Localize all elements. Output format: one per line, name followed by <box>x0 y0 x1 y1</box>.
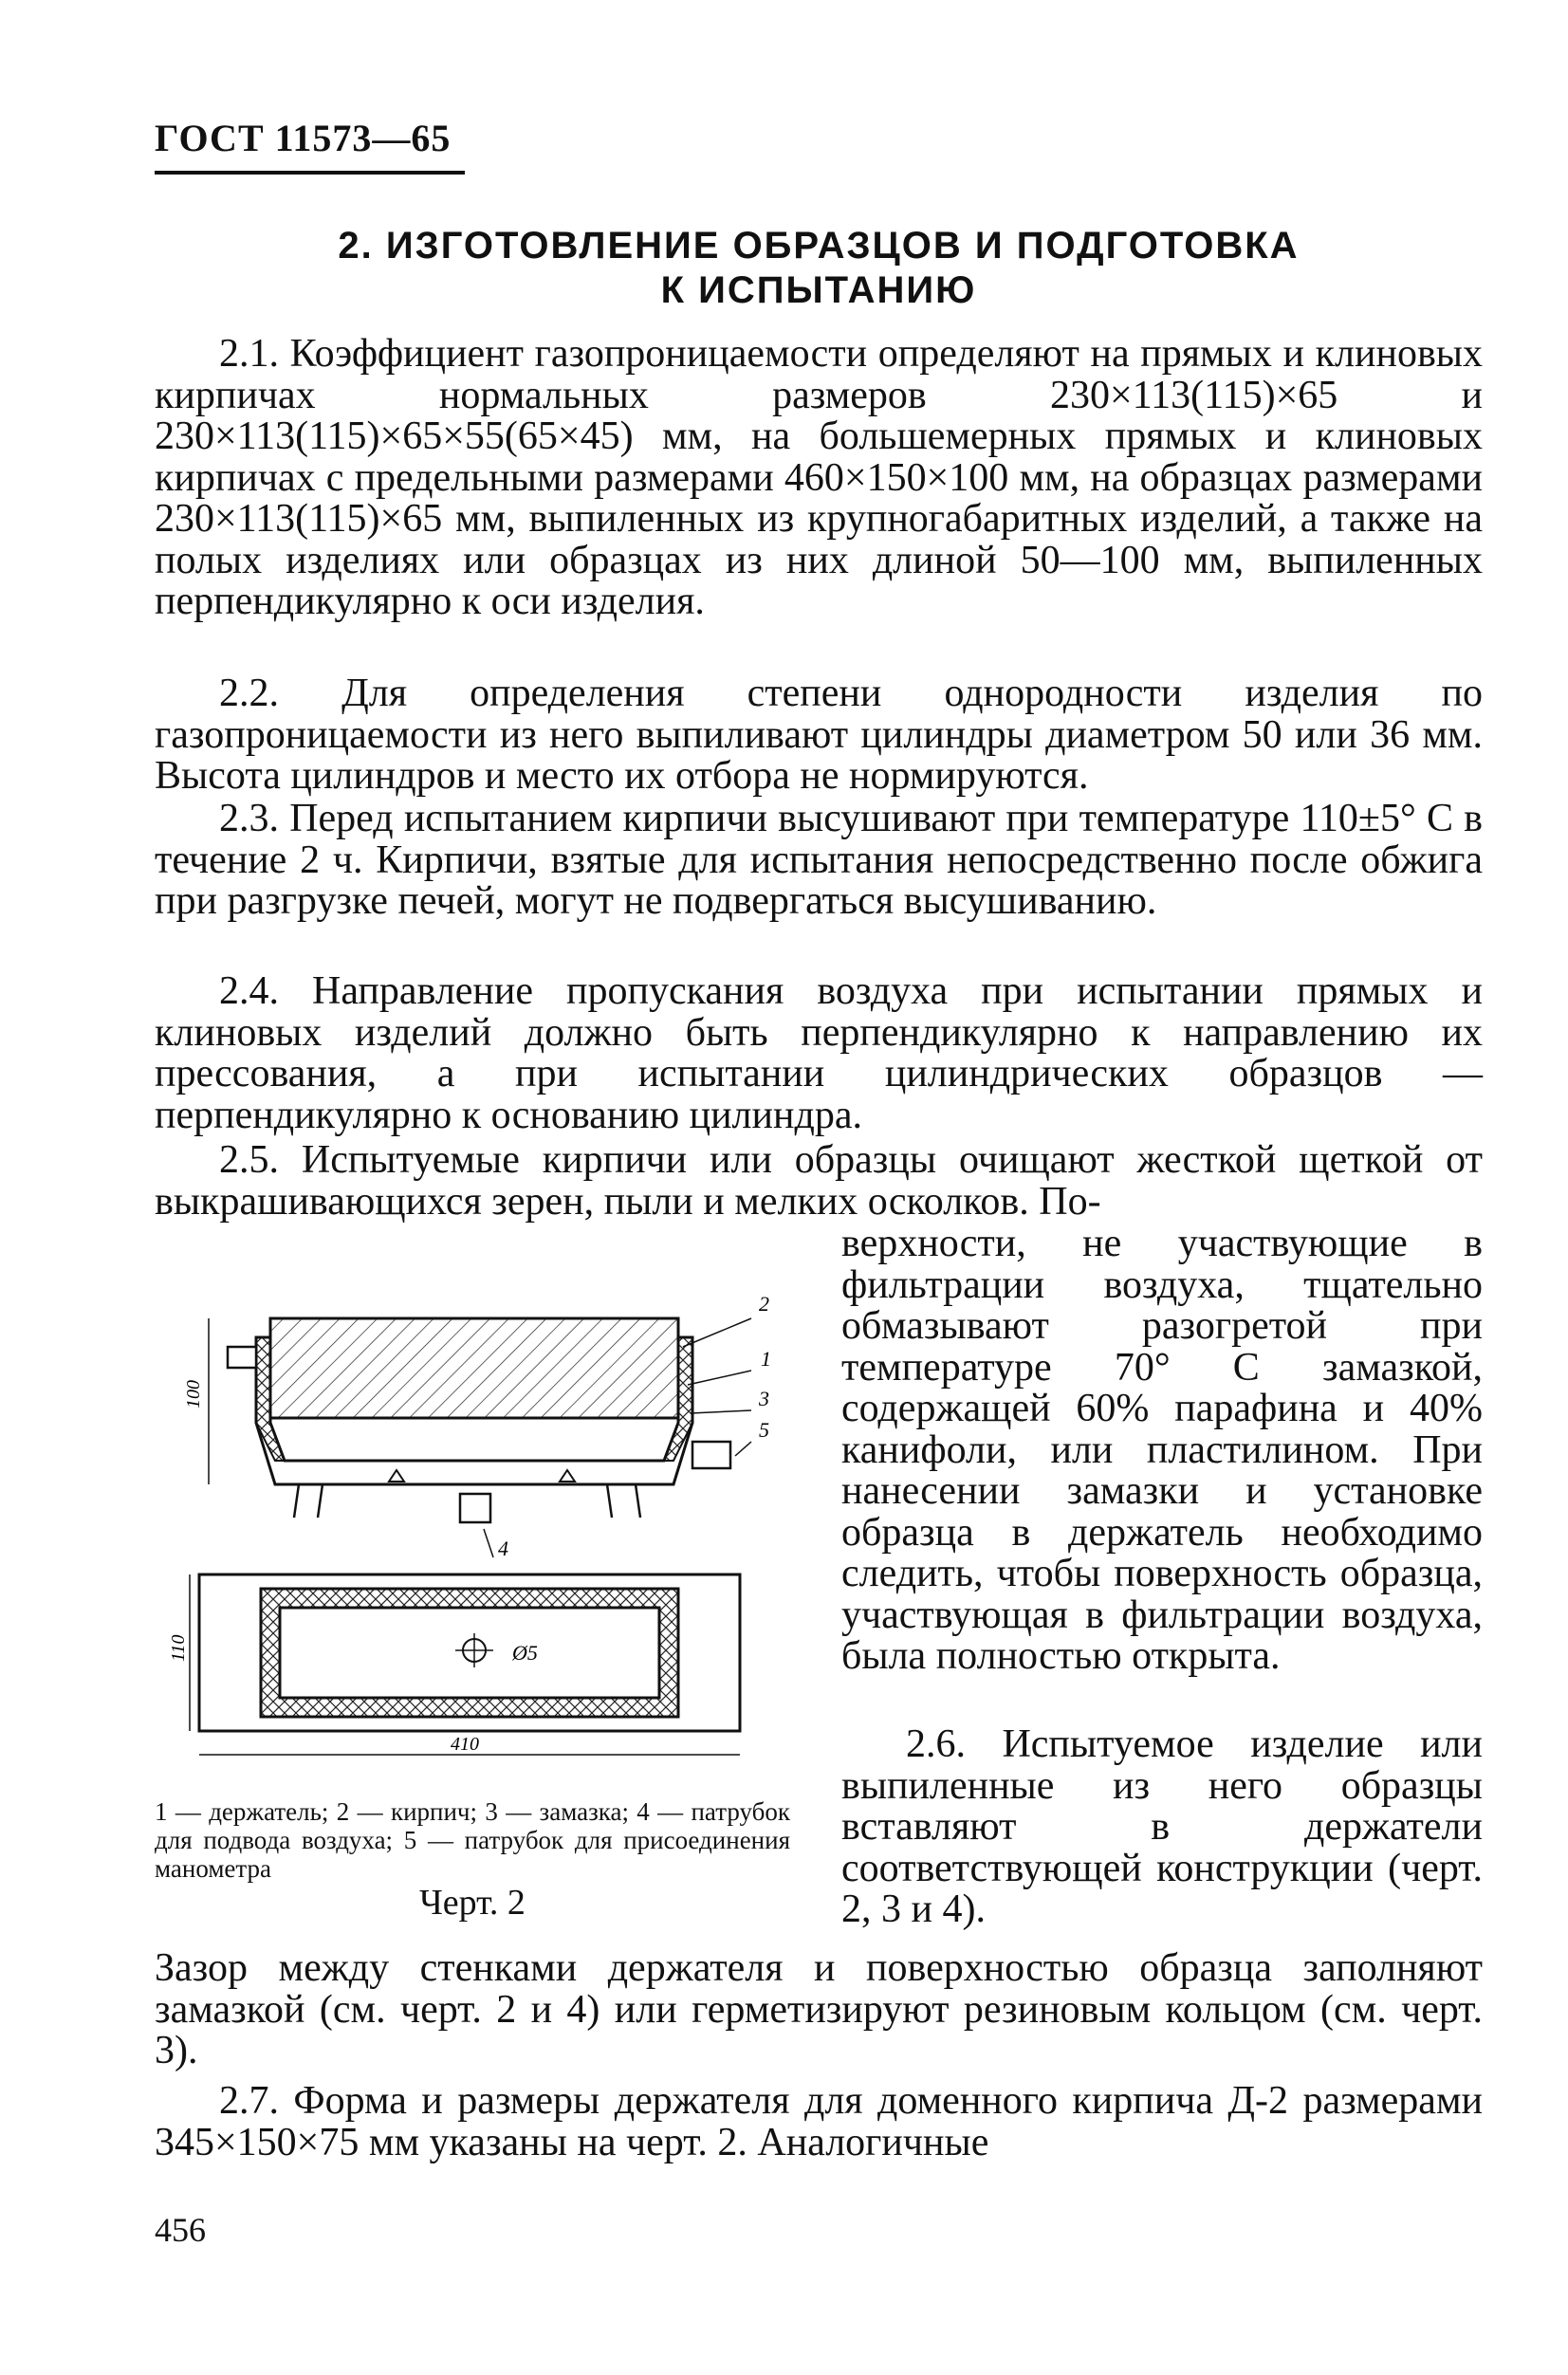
figure-title: Черт. 2 <box>419 1883 526 1923</box>
paragraph-2-3: 2.3. Перед испытанием кирпичи высушивают при температуре 110±5° С в течение 2 ч. Кирпичи, взятые для испытания непосредственно после обжига при разгрузке печей, могут не подвергаться высушиванию. <box>155 797 1483 923</box>
page-number: 456 <box>155 2211 206 2249</box>
figure-caption: 1 — держатель; 2 — кирпич; 3 — замазка; 4 — патрубок для подвода воздуха; 5 — патрубок для присоединения манометра <box>155 1797 790 1883</box>
dim-height-bottom: 110 <box>168 1634 189 1662</box>
label-5: 5 <box>759 1418 769 1442</box>
section-title-line2: К ИСПЫТАНИЮ <box>660 269 977 311</box>
plan-view <box>168 1574 740 1755</box>
holder-drawing <box>168 1280 806 1774</box>
paragraph-2-6-column <box>841 1724 1483 1931</box>
document-header: ГОСТ 11573—65 <box>155 117 452 159</box>
paragraph-2-6-text: 2.6. Испытуемое изделие или выпиленные из него образцы вставляют в держатели соответствующей конструкции (черт. 2, 3 и 4). <box>841 1722 1483 1931</box>
paragraph-2-1: 2.1. Коэффициент газопроницаемости определяют на прямых и клиновых кирпичах нормальных размеров 230×113(115)×65 и 230×113(115)×65×55(65×45) мм, на большемерных прямых и клиновых кирпичах с предельными размерами 460×150×100 мм, на образцах размерами 230×113(115)×65 мм, выпиленных из крупногабаритных изделий, а также на полых изделиях или образцах из них длиной 50—100 мм, выпиленных перпендикулярно к оси изделия. <box>155 332 1483 623</box>
manometer-pipe <box>692 1442 730 1468</box>
paragraph-2-5-column: верхности, не участвующие в фильтрации воздуха, тщательно обмазывают разогретой при температуре 70° С замазкой, содержащей 60% парафина и 40% канифоли, или пластилином. При нанесении замазки и установке образца в держатель необходимо следить, чтобы поверхность образца, участвующая в фильтрации воздуха, была полностью открыта. <box>841 1222 1483 1678</box>
paragraph-2-2: 2.2. Для определения степени однородности изделия по газопроницаемости из него выпиливают цилиндры диаметром 50 или 36 мм. Высота цилиндров и место их отбора не нормируются. <box>155 672 1483 798</box>
section-title-line1: 2. ИЗГОТОВЛЕНИЕ ОБРАЗЦОВ И ПОДГОТОВКА <box>338 225 1300 267</box>
brick-section <box>270 1318 678 1418</box>
label-2: 2 <box>759 1292 769 1316</box>
air-inlet-pipe <box>228 1347 256 1368</box>
dim-width: 410 <box>451 1734 479 1755</box>
label-4: 4 <box>498 1537 508 1560</box>
side-view <box>183 1292 771 1560</box>
label-1: 1 <box>761 1347 771 1371</box>
label-3: 3 <box>759 1387 769 1410</box>
paragraph-2-5-start: 2.5. Испытуемые кирпичи или образцы очищают жесткой щеткой от выкрашивающихся зерен, пыли и мелких осколков. По- <box>155 1138 1483 1224</box>
paragraph-2-7: 2.7. Форма и размеры держателя для доменного кирпича Д-2 размерами 345×150×75 мм указаны на черт. 2. Аналогичные <box>155 2079 1483 2164</box>
dim-diameter: Ø5 <box>512 1641 538 1665</box>
header-rule <box>155 171 465 175</box>
dim-height-top: 100 <box>183 1380 204 1408</box>
paragraph-2-6-continuation: Зазор между стенками держателя и поверхностью образца заполняют замазкой (см. черт. 2 и 4) или герметизируют резиновым кольцом (см. черт. 3). <box>155 1946 1483 2072</box>
sample-opening <box>280 1608 659 1698</box>
paragraph-2-4: 2.4. Направление пропускания воздуха при испытании прямых и клиновых изделий должно быть перпендикулярно к направлению их прессования, а при испытании цилиндрических образцов — перпендикулярно к основанию цилиндра. <box>155 969 1483 1137</box>
